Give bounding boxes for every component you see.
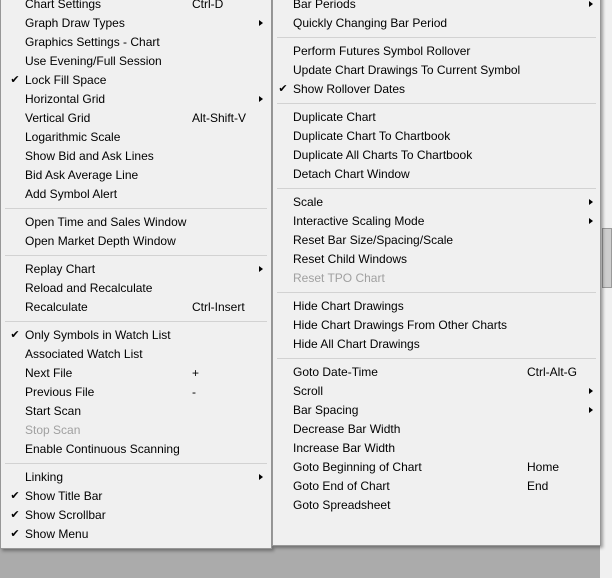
- checkmark-icon: ✔: [10, 509, 20, 521]
- menu-item-next-file[interactable]: [1, 364, 271, 383]
- menu-item-goto-beginning-of-chart[interactable]: [273, 458, 600, 477]
- menu-item-reload-and-recalculate[interactable]: [1, 279, 271, 298]
- menu-item-label: Graphics Settings - Chart: [25, 35, 160, 49]
- background-scrollbar-thumb[interactable]: [602, 228, 612, 288]
- submenu-arrow-icon: [589, 218, 593, 224]
- menu-item-label: Horizontal Grid: [25, 92, 106, 106]
- menu-item-horizontal-grid[interactable]: [1, 90, 271, 109]
- menu-item-label: Goto Beginning of Chart: [293, 460, 422, 474]
- menu-item-label: Duplicate All Charts To Chartbook: [293, 148, 473, 162]
- menu-item-stop-scan: [1, 421, 271, 440]
- menu-item-label: Show Scrollbar: [25, 508, 106, 522]
- checkmark-icon: ✔: [10, 490, 20, 502]
- submenu-arrow-icon: [259, 266, 263, 272]
- menu-item-hide-chart-drawings[interactable]: [273, 297, 600, 316]
- submenu-arrow-icon: [589, 388, 593, 394]
- menu-item-lock-fill-space[interactable]: [1, 71, 271, 90]
- menu-item-logarithmic-scale[interactable]: [1, 128, 271, 147]
- menu-item-label: Graph Draw Types: [25, 16, 125, 30]
- menu-item-bid-ask-average-line[interactable]: [1, 166, 271, 185]
- menu-item-start-scan[interactable]: [1, 402, 271, 421]
- menu-item-label: Interactive Scaling Mode: [293, 214, 425, 228]
- menu-item-shortcut: Ctrl-D: [192, 0, 224, 11]
- menu-item-shortcut: Ctrl-Insert: [192, 300, 245, 314]
- menu-item-linking[interactable]: [1, 468, 271, 487]
- checkmark-icon: ✔: [278, 83, 288, 95]
- menu-item-interactive-scaling-mode[interactable]: [273, 212, 600, 231]
- menu-item-label: Perform Futures Symbol Rollover: [293, 44, 471, 58]
- menu-item-label: Reset Bar Size/Spacing/Scale: [293, 233, 454, 247]
- background-window-edge: [600, 0, 612, 578]
- menu-item-vertical-grid[interactable]: [1, 109, 271, 128]
- menu-item-label: Hide Chart Drawings From Other Charts: [293, 318, 508, 332]
- menu-item-show-rollover-dates[interactable]: [273, 80, 600, 99]
- menu-item-label: Recalculate: [25, 300, 88, 314]
- menu-item-detach-chart-window[interactable]: [273, 165, 600, 184]
- menu-item-only-symbols-in-watch-list[interactable]: [1, 326, 271, 345]
- menu-item-scroll[interactable]: [273, 382, 600, 401]
- menu-separator: [277, 103, 596, 104]
- submenu-arrow-icon: [259, 20, 263, 26]
- menu-separator: [277, 358, 596, 359]
- menu-item-bar-periods[interactable]: [273, 0, 600, 14]
- menu-separator: [277, 37, 596, 38]
- menu-item-shortcut: Ctrl-Alt-G: [527, 365, 577, 379]
- menu-item-label: Duplicate Chart To Chartbook: [293, 129, 451, 143]
- menu-item-graph-draw-types[interactable]: [1, 14, 271, 33]
- menu-item-label: Bar Periods: [293, 0, 356, 11]
- menu-item-shortcut: -: [192, 385, 196, 399]
- menu-item-increase-bar-width[interactable]: [273, 439, 600, 458]
- menu-separator: [277, 292, 596, 293]
- menu-item-goto-end-of-chart[interactable]: [273, 477, 600, 496]
- submenu-arrow-icon: [589, 407, 593, 413]
- menu-item-chart-settings[interactable]: [1, 0, 271, 14]
- menu-item-goto-spreadsheet[interactable]: [273, 496, 600, 515]
- menu-item-graphics-settings-chart[interactable]: [1, 33, 271, 52]
- menu-item-open-market-depth-window[interactable]: [1, 232, 271, 251]
- menu-separator: [5, 255, 267, 256]
- menu-separator: [5, 208, 267, 209]
- menu-item-label: Update Chart Drawings To Current Symbol: [293, 63, 521, 77]
- menu-item-label: Reset Child Windows: [293, 252, 408, 266]
- menu-item-hide-chart-drawings-from-other-charts[interactable]: [273, 316, 600, 335]
- menu-item-hide-all-chart-drawings[interactable]: [273, 335, 600, 354]
- menu-item-label: Stop Scan: [25, 423, 81, 437]
- menu-item-shortcut: Alt-Shift-V: [192, 111, 247, 125]
- menu-item-label: Only Symbols in Watch List: [25, 328, 171, 342]
- menu-item-label: Hide All Chart Drawings: [293, 337, 420, 351]
- menu-item-bar-spacing[interactable]: [273, 401, 600, 420]
- menu-item-replay-chart[interactable]: [1, 260, 271, 279]
- menu-item-label: Show Rollover Dates: [293, 82, 406, 96]
- menu-item-label: Enable Continuous Scanning: [25, 442, 180, 456]
- menu-item-reset-tpo-chart: [273, 269, 600, 288]
- menu-item-label: Start Scan: [25, 404, 82, 418]
- menu-item-label: Next File: [25, 366, 73, 380]
- menu-item-associated-watch-list[interactable]: [1, 345, 271, 364]
- chart-context-menu-left: [0, 0, 272, 549]
- menu-item-add-symbol-alert[interactable]: [1, 185, 271, 204]
- menu-item-label: Goto Spreadsheet: [293, 498, 391, 512]
- submenu-arrow-icon: [589, 1, 593, 7]
- menu-item-label: Associated Watch List: [25, 347, 143, 361]
- menu-item-label: Quickly Changing Bar Period: [293, 16, 448, 30]
- submenu-arrow-icon: [259, 96, 263, 102]
- menu-item-goto-date-time[interactable]: [273, 363, 600, 382]
- menu-item-shortcut: +: [192, 366, 200, 380]
- menu-item-label: Show Bid and Ask Lines: [25, 149, 154, 163]
- menu-item-scale[interactable]: [273, 193, 600, 212]
- menu-item-perform-futures-symbol-rollover[interactable]: [273, 42, 600, 61]
- submenu-arrow-icon: [589, 199, 593, 205]
- menu-item-use-evening-full-session[interactable]: [1, 52, 271, 71]
- chart-context-menu-right: [272, 0, 601, 546]
- menu-item-reset-child-windows[interactable]: [273, 250, 600, 269]
- menu-item-label: Show Title Bar: [25, 489, 103, 503]
- menu-item-label: Replay Chart: [25, 262, 96, 276]
- menu-item-label: Duplicate Chart: [293, 110, 376, 124]
- menu-item-quickly-changing-bar-period[interactable]: [273, 14, 600, 33]
- menu-item-duplicate-all-charts-to-chartbook[interactable]: [273, 146, 600, 165]
- checkmark-icon: ✔: [10, 528, 20, 540]
- menu-item-label: Open Market Depth Window: [25, 234, 176, 248]
- menu-item-label: Chart Settings: [25, 0, 102, 11]
- menu-item-label: Reset TPO Chart: [293, 271, 385, 285]
- menu-item-label: Scroll: [293, 384, 324, 398]
- menu-item-show-scrollbar[interactable]: [1, 506, 271, 525]
- menu-item-duplicate-chart[interactable]: [273, 108, 600, 127]
- checkmark-icon: ✔: [10, 329, 20, 341]
- menu-item-label: Hide Chart Drawings: [293, 299, 404, 313]
- checkmark-icon: ✔: [10, 74, 20, 86]
- menu-item-label: Show Menu: [25, 527, 89, 541]
- menu-separator: [277, 188, 596, 189]
- menu-item-label: Decrease Bar Width: [293, 422, 401, 436]
- menu-item-label: Reload and Recalculate: [25, 281, 153, 295]
- menu-item-label: Bar Spacing: [293, 403, 359, 417]
- menu-item-update-chart-drawings-to-current-symbol[interactable]: [273, 61, 600, 80]
- submenu-arrow-icon: [259, 474, 263, 480]
- menu-item-decrease-bar-width[interactable]: [273, 420, 600, 439]
- menu-item-label: Goto Date-Time: [293, 365, 378, 379]
- menu-item-open-time-and-sales-window[interactable]: [1, 213, 271, 232]
- menu-separator: [5, 321, 267, 322]
- menu-item-label: Goto End of Chart: [293, 479, 390, 493]
- menu-item-show-title-bar[interactable]: [1, 487, 271, 506]
- menu-item-show-bid-and-ask-lines[interactable]: [1, 147, 271, 166]
- menu-item-shortcut: Home: [527, 460, 560, 474]
- menu-item-label: Vertical Grid: [25, 111, 91, 125]
- menu-item-label: Previous File: [25, 385, 95, 399]
- menu-item-label: Increase Bar Width: [293, 441, 396, 455]
- menu-item-label: Bid Ask Average Line: [25, 168, 139, 182]
- menu-item-enable-continuous-scanning[interactable]: [1, 440, 271, 459]
- menu-item-label: Scale: [293, 195, 324, 209]
- menu-item-recalculate[interactable]: [1, 298, 271, 317]
- menu-item-shortcut: End: [527, 479, 549, 493]
- menu-item-label: Linking: [25, 470, 64, 484]
- menu-item-duplicate-chart-to-chartbook[interactable]: [273, 127, 600, 146]
- menu-item-label: Detach Chart Window: [293, 167, 410, 181]
- menu-item-label: Lock Fill Space: [25, 73, 107, 87]
- menu-separator: [5, 463, 267, 464]
- menu-item-previous-file[interactable]: [1, 383, 271, 402]
- menu-item-show-menu[interactable]: [1, 525, 271, 544]
- menu-item-label: Add Symbol Alert: [25, 187, 118, 201]
- menu-item-label: Open Time and Sales Window: [25, 215, 187, 229]
- menu-item-reset-bar-size-spacing-scale[interactable]: [273, 231, 600, 250]
- menu-item-label: Use Evening/Full Session: [25, 54, 162, 68]
- menu-item-label: Logarithmic Scale: [25, 130, 121, 144]
